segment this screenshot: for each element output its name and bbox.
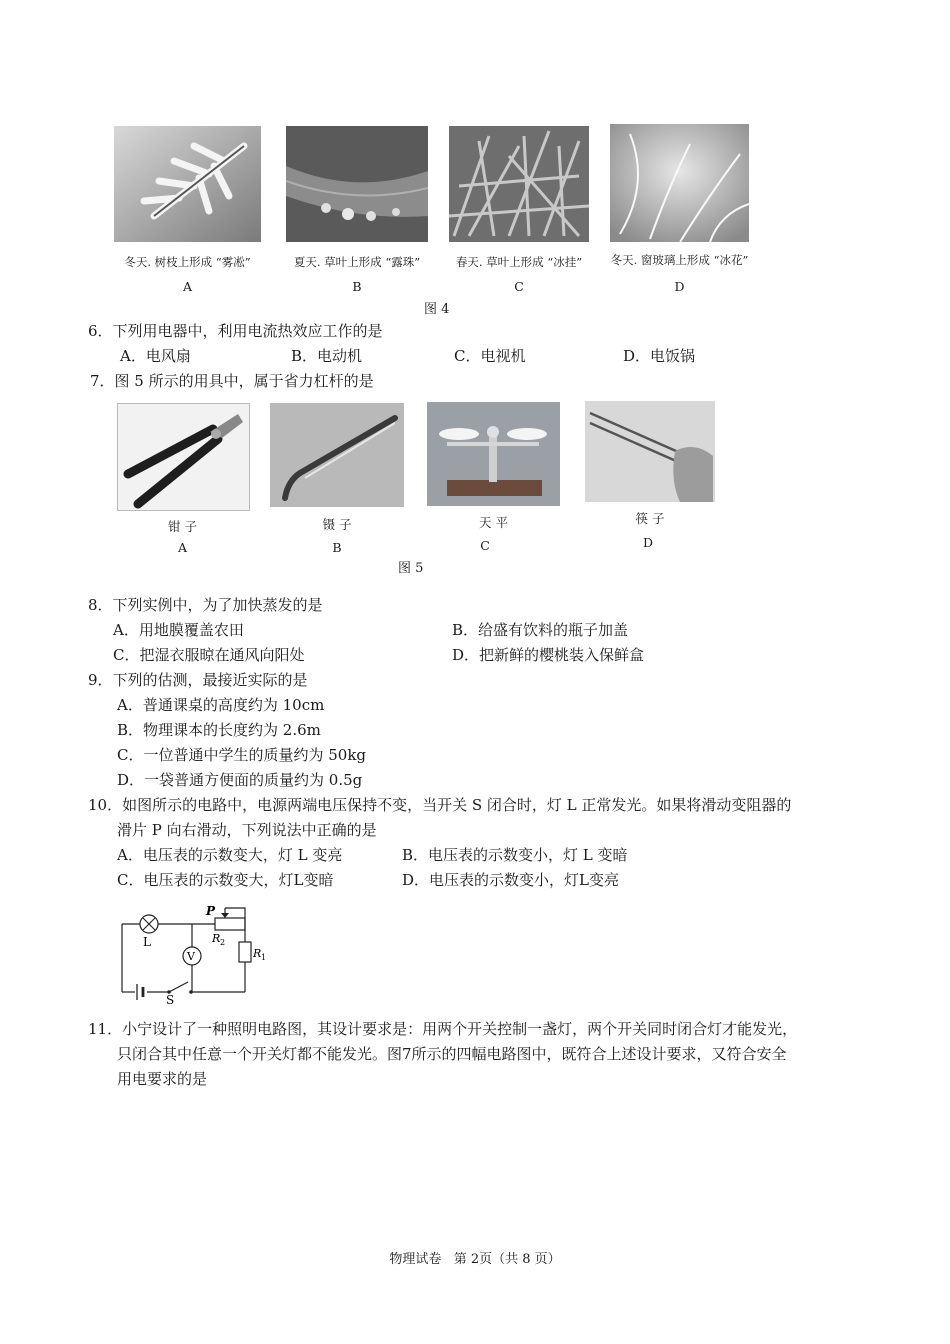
q10-option-a: A．电压表的示数变大，灯 L 变亮 xyxy=(117,846,343,864)
q6-option-d: D．电饭锅 xyxy=(623,347,696,365)
q8-stem: 8．下列实例中，为了加快蒸发的是 xyxy=(88,596,323,614)
fig4-caption-a: 冬天. 树枝上形成 “雾凇” xyxy=(124,255,251,269)
q10-option-b: B．电压表的示数变小，灯 L 变暗 xyxy=(402,846,628,864)
fig4-caption-c: 春天. 草叶上形成 “冰挂” xyxy=(455,255,583,269)
q11-line2: 只闭合其中任意一个开关灯都不能发光。图7所示的四幅电路图中，既符合上述设计要求，又符合安全 xyxy=(117,1045,787,1063)
q7-stem: 7．图 5 所示的用具中，属于省力杠杆的是 xyxy=(90,372,374,390)
circuit-label-s: S xyxy=(166,993,175,1005)
fig5-letter-a: A xyxy=(177,540,188,555)
q10-stem-line1: 10．如图所示的电路中，电源两端电压保持不变，当开关 S 闭合时，灯 L 正常发光。如果将滑动变阻器的 xyxy=(88,796,792,814)
fig5-caption-d: 筷 子 xyxy=(635,511,665,526)
fig4-letter-c: C xyxy=(514,279,524,294)
q8-option-a: A．用地膜覆盖农田 xyxy=(113,621,244,639)
fig4-letter-a: A xyxy=(182,279,193,294)
figure4-label: 图 4 xyxy=(424,302,450,317)
q6-option-c: C．电视机 xyxy=(454,347,526,365)
q6-option-a: A．电风扇 xyxy=(120,347,191,365)
q10-option-d: D．电压表的示数变小，灯L变亮 xyxy=(402,871,619,889)
figure5-label: 图 5 xyxy=(398,561,424,576)
q9-option-b: B．物理课本的长度约为 2.6m xyxy=(117,721,321,739)
photo-balance xyxy=(427,402,560,506)
circuit-label-r1: R xyxy=(253,947,262,960)
q11-line3: 用电要求的是 xyxy=(117,1070,208,1088)
circuit-label-v: V xyxy=(187,950,195,963)
fig5-caption-c: 天 平 xyxy=(479,515,508,530)
photo-window-frost xyxy=(610,124,749,242)
q8-option-c: C．把湿衣服晾在通风向阳处 xyxy=(113,646,305,664)
circuit-label-r2-sub: 2 xyxy=(220,938,226,947)
fig4-letter-d: D xyxy=(674,279,685,294)
photo-dew-leaf xyxy=(286,126,428,242)
q9-option-a: A．普通课桌的高度约为 10cm xyxy=(117,696,325,714)
circuit-label-l: L xyxy=(143,935,151,949)
q9-option-c: C．一位普通中学生的质量约为 50kg xyxy=(117,746,367,764)
circuit-label-p: P xyxy=(206,904,216,918)
q6-option-b: B．电动机 xyxy=(291,347,363,365)
fig5-caption-a: 钳 子 xyxy=(168,519,197,534)
fig5-letter-d: D xyxy=(642,535,654,550)
q9-option-d: D．一袋普通方便面的质量约为 0.5g xyxy=(117,771,363,789)
circuit-label-r1-sub: 1 xyxy=(261,953,267,962)
photo-rime-branch xyxy=(114,126,261,242)
fig4-caption-d: 冬天. 窗玻璃上形成 “冰花” xyxy=(610,253,749,267)
fig5-letter-b: B xyxy=(332,540,342,555)
photo-chopsticks xyxy=(585,401,715,502)
q10-option-c: C．电压表的示数变大，灯L变暗 xyxy=(117,871,334,889)
fig5-letter-c: C xyxy=(480,538,490,553)
q11-line1: 11．小宁设计了一种照明电路图，其设计要求是：用两个开关控制一盏灯，两个开关同时闭合灯才能发光， xyxy=(88,1020,798,1038)
photo-tweezers xyxy=(270,403,404,507)
photo-pliers xyxy=(117,403,250,511)
circuit-label-r2: R xyxy=(212,932,221,945)
q8-option-b: B．给盛有饮料的瓶子加盖 xyxy=(452,621,629,639)
photo-ice-grass xyxy=(449,126,589,242)
fig5-caption-b: 镊 子 xyxy=(322,517,352,532)
q6-stem: 6．下列用电器中，利用电流热效应工作的是 xyxy=(88,322,383,340)
q9-stem: 9．下列的估测，最接近实际的是 xyxy=(88,671,308,689)
fig4-letter-b: B xyxy=(352,279,362,294)
fig4-caption-b: 夏天. 草叶上形成 “露珠” xyxy=(293,255,421,269)
circuit-diagram xyxy=(110,900,280,1005)
page-footer: 物理试卷 第 2页（共 8 页） xyxy=(389,1252,561,1267)
q8-option-d: D．把新鲜的樱桃装入保鲜盒 xyxy=(452,646,645,664)
q10-stem-line2: 滑片 P 向右滑动，下列说法中正确的是 xyxy=(117,821,377,839)
